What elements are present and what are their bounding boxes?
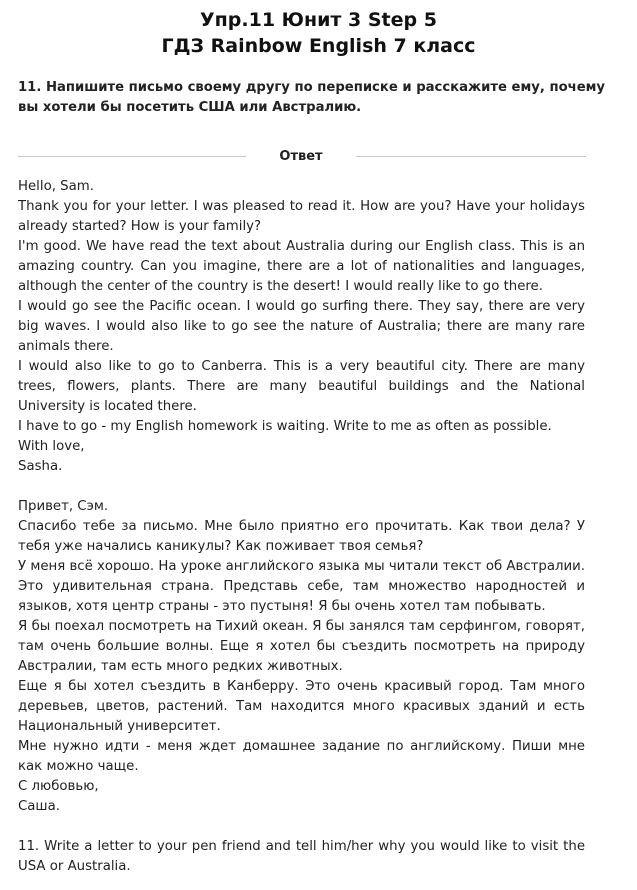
task-statement-ru: 11. Напишите письмо своему другу по переписке и расскажите ему, почему вы хотели бы посетить США или Австралию. [18, 80, 606, 115]
closing: With love, [18, 439, 85, 454]
divider-right [356, 156, 586, 157]
paragraph: Еще я бы хотел съездить в Канберру. Это очень красивый город. Там много деревьев, цветов, растений. Там находится много красивых зданий и есть Национальный университет. [18, 679, 585, 734]
greeting: Hello, Sam. [18, 179, 94, 194]
paragraph: Мне нужно идти - меня ждет домашнее задание по английскому. Пиши мне как можно чаще. [18, 739, 585, 774]
paragraph: У меня всё хорошо. На уроке английского языка мы читали текст об Австралии. Это удивительная страна. Представь себе, там множество народностей и языков, хотя центр страны - это пустыня! Я бы очень хотел там побывать. [18, 559, 585, 614]
signature: Sasha. [18, 459, 63, 474]
paragraph: I would go see the Pacific ocean. I would go surfing there. They say, there are very big waves. I would also like to go see the nature of Australia; there are many rare animals there. [18, 299, 585, 354]
paragraph: Thank you for your letter. I was pleased to read it. How are you? Have your holidays already started? How is your family? [18, 199, 585, 234]
paragraph: I have to go - my English homework is waiting. Write to me as often as possible. [18, 419, 552, 434]
paragraph: Я бы поехал посмотреть на Тихий океан. Я бы занялся там серфингом, говорят, там очень большие волны. Еще я хотел бы съездить посмотреть на природу Австралии, там есть много редких животных. [18, 619, 585, 674]
page-title: Упр.11 Юнит 3 Step 5 [200, 9, 437, 31]
greeting: Привет, Сэм. [18, 499, 109, 514]
paragraph: I would also like to go to Canberra. This is a very beautiful city. There are many trees, flowers, plants. There are many beautiful buildings and the National University is located there. [18, 359, 585, 414]
paragraph: Спасибо тебе за письмо. Мне было приятно его прочитать. Как твои дела? У тебя уже начались каникулы? Как поживает твоя семья? [18, 519, 585, 554]
signature: Саша. [18, 799, 60, 814]
divider-left [18, 156, 246, 157]
closing: С любовью, [18, 779, 99, 794]
answer-heading: Ответ [279, 149, 323, 164]
letter-russian [18, 497, 585, 817]
page-subtitle: ГДЗ Rainbow English 7 класс [161, 35, 476, 57]
paragraph: I'm good. We have read the text about Australia during our English class. This is an amazing country. Can you imagine, there are a lot of nationalities and languages, although the center of the country is the desert! I would really like to go there. [18, 239, 585, 294]
task-text: 11. Write a letter to your pen friend and tell him/her why you would like to visit the USA or Australia. [18, 839, 585, 874]
letter-english [18, 177, 585, 477]
task-statement-en [18, 837, 585, 877]
